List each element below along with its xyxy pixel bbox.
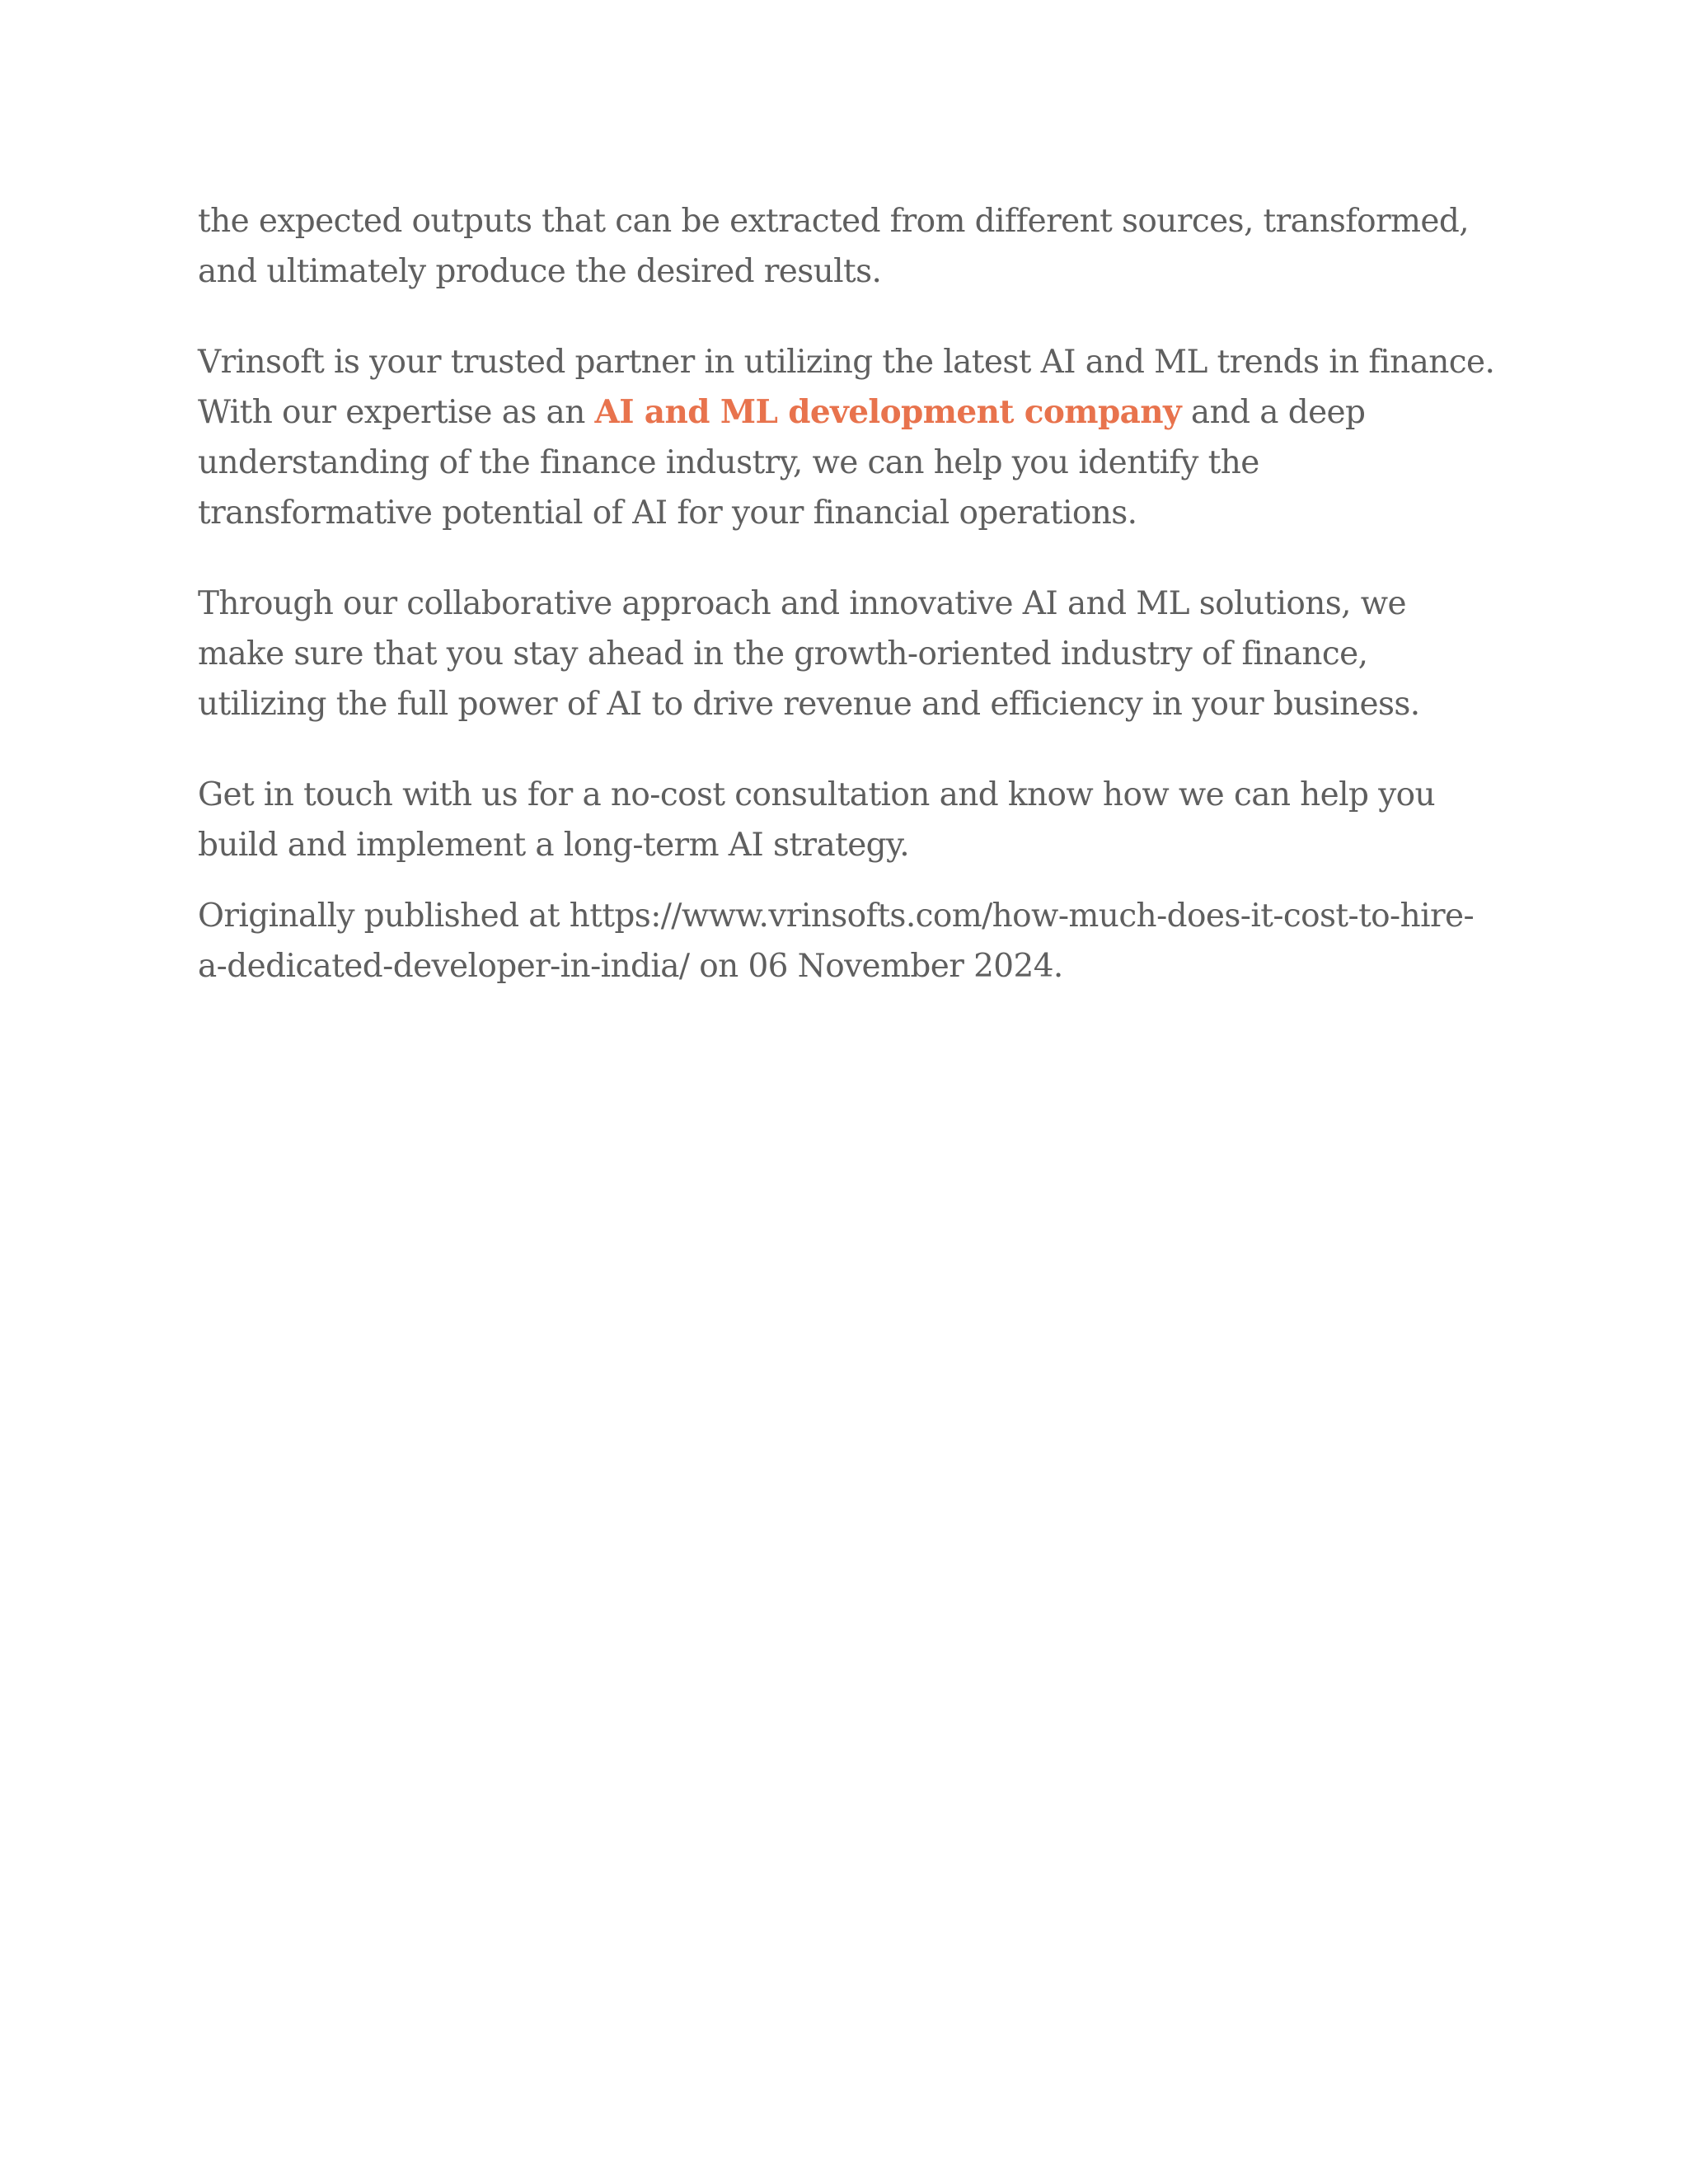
paragraph-trusted-partner [198,337,1500,538]
paragraph-originally-published [198,891,1500,991]
paragraph-text: Vrinsoft is your trusted partner in utilizing the latest AI and ML trends in finance. With our expertise as an [198,344,1495,431]
paragraph-expected-outputs [198,196,1500,297]
ai-ml-development-company-link[interactable]: AI and ML development company [594,393,1182,431]
paragraph-collaborative-approach [198,579,1500,729]
paragraph-text: Originally published at https://www.vrinsofts.com/how-much-does-it-cost-to-hire-a-dedicated-developer-in-india/ on 06 November 2024. [198,898,1475,985]
paragraph-text: the expected outputs that can be extracted from different sources, transformed, and ultimately produce the desired results. [198,203,1470,290]
document-body [198,196,1500,1032]
paragraph-text: Through our collaborative approach and innovative AI and ML solutions, we make sure that you stay ahead in the growth-oriented industry of finance, utilizing the full power of AI to drive revenue and efficiency in your business. [198,585,1420,723]
paragraph-get-in-touch [198,770,1500,870]
paragraph-text: Get in touch with us for a no-cost consultation and know how we can help you build and implement a long-term AI strategy. [198,776,1436,864]
paragraph-text: and a deep understanding of the finance industry, we can help you identify the transformative potential of AI for your financial operations. [198,394,1366,532]
